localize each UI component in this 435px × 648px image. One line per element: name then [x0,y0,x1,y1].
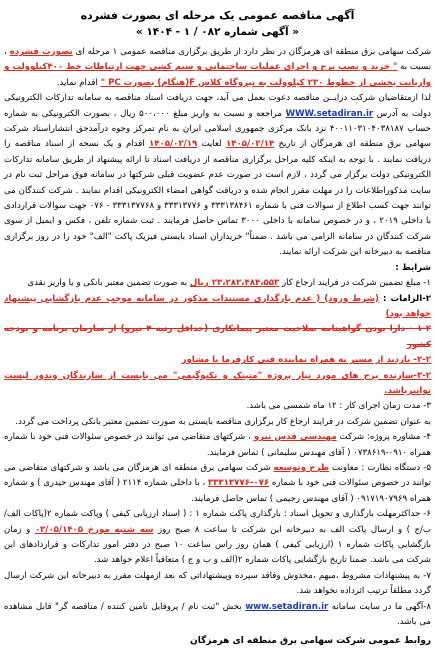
item-8-text-b: بخش "ثبت نام / پروفایل تامین کننده / مناقصه گر" قابل مشاهده می باشد. [4,601,431,628]
item-3: ۳- مدت زمان اجرای کار : ۱۲ ماه شمسی می باشد. [246,401,431,412]
item-8-text-a: ۸-آگهی ما در سایت سامانه [328,601,431,612]
item-8-setad-link[interactable]: www.setadiran.ir [245,601,329,612]
intro-text-a: شرکت سهامی برق منطقه ای هرمزگان در نظر دارد از طریق برگزاری مناقصه عمومی ۱ مرحله ای [72,47,432,57]
item-7: ۷- به پیشنهادات مشروط ،مبهم ،مخدوش وفاقد سپرده وپیشنهاداتی که بعد ازمهلت مقرر به دبیرخانه این شرکت ارسال گردد مطلقاً ترتیب اثرداده نخواهد شد. [4,570,431,597]
date-from: ۱۴۰۵/۰۲/۱۴ [225,139,275,150]
item-5 [4,461,431,507]
item-2-entry-condition: (شرط ورود) ( عدم بارگذاری مستندات مذکور در سامانه موجب عدم بازگشایی پیشنهاد خواهد بود) [4,293,431,319]
item-4 [4,430,431,461]
intro-text-e: اقدام نماید. [56,77,101,88]
item-6-text-a: ۶- حداکثرمهلت بارگذاری و تحویل اسناد : بارگذاری پاکت شماره ۱ : ( اسناد ارزیابی کیفی ) وپاکت شماره ۲(پاکات الف/ب/ج ) و ارسال پاکت الف به دبیرخانه این شرکت تا ساعت ۸ صبح روز [4,509,432,535]
item-2-3: ۳-۲-سازنده برج های مورد نیاز پروژه "متینک و تکنوگیمی" می بایست از سازندگان وندور لیست توانیرباشد. [4,370,431,396]
setad-text-a: لذا ازمتقاضیان شرکت درایــن مناقصه دعوت بعمل می آید، جهت دریافت اسناد مناقصه به سامانه تدارکات الکترونیکی دولت به آدرس [4,93,431,119]
conditions-heading: شرایط : [395,262,431,273]
setad-paragraph [4,91,431,260]
date-to: ۱۴۰۵/۰۲/۱۹ [148,139,198,150]
item-2 [4,292,431,323]
project-title: " خرید و نصب برج و اجرای عملیات ساختمانی و سیم کشی جهت ارتباطات خط ۴۰۰کیلوولت و واریانت بخشی از خطوط ۲۳۰ کیلوولت به نیروگاه کلاس F(هنگام) بصورت PC " [4,62,431,88]
item-3-note: به عنوان تضمین شرکت در فرایند ارجاع کار برگزاری مناقصه بایستی به صورت تضمین معتبر بانکی پرداخت می گردد. [15,416,431,427]
notice-title: آگهی مناقصه عمومی یک مرحله ای بصورت فشرده [80,9,355,22]
item-5-text-a: ۵- دستگاه نظارت : معاونت [328,462,431,473]
item-4-text-b: ، شرکتهای متقاضی می توانند در خصوص سئوالات فنی خود با شماره همراه ۰۹۱۰-۰۷۳۸۶۱۹ ( آقای مهندس سلیمانی ) تماس فرمایند. [4,432,431,458]
item-2-1: ۱-۲ - دارا بودن گواهینامه صلاحیت معتبر پیمانکاری (حداقل رتبه ۴ نیرو) از سازمان برنامه و بودجه کشور [4,324,431,350]
footer-signature: روابط عمومی شرکت سهامی برق منطقه ای هرمزگان [190,636,431,647]
item-5-text-c: ، با داخلی شماره ۲۱۱۴ ( آقای مهندس حیدری ) و شماره همراه ۰۹۱۷۱۹۰۷۹۶۹ ( آقای مهندس رحیمی ) تماس حاصل فرمایند. [4,478,431,504]
submission-deadline: سه شنبه مورخ ۰۳/۰۵/۱۴۰۵ [34,524,154,535]
item-1-text-b: به صورت تضمین معتبر بانکی و یا واریز نقدی [27,278,190,289]
consultant-name: مهندسی قدس نیرو [253,432,337,443]
item-2-2: ۲-۲- بازدید از مسیر به همراه نماینده فنی کارفرما با مشاور [181,355,431,366]
item-1-text-a: ۱- مبلغ تضمین شرکت در فرایند ارجاع کار [279,278,431,289]
item-5-text-b: شرکت سهامی برق منطقه ای هرمزگان می باشد و شرکتهای متقاضی می توانند در خصوص سئوالات فنی خود با شماره [4,462,431,489]
intro-paragraph [4,45,431,91]
setad-text-c: لغایت [197,139,226,150]
intro-highlight-compact: بصورت فشرده [9,47,73,57]
item-6-text-b: و زمان بازگشایی پاکات شماره ۱ (ارزیابی کیفی ) همان روز راس ساعت ۱۰ صبح در دفتر امور تدارکات و قراردادهای این شرکت می باشد. ضمنا تاریخ بازگشایی پاکات شماره ۲(الف و ب و ج ) متعاقباً اعلام خواهد شد. [4,524,431,566]
setad-url-link[interactable]: WWW.setadiran.ir [285,108,374,119]
item-1 [4,276,431,291]
item-4-text-a: ۴- مشاوره پروژه: شرکت [336,432,431,443]
setad-text-d: اقدام و یک نسخه از اسناد مناقصه را دریافت نمایند . با توجه به اینکه کلیه مراحل برگزاری مناقصه از دریافت اسناد تا ارائه پیشنهاد از طریق سامانه تدارکات الکترونیکی دولت برگزار می گردد ، لازم است در صورت عدم عضویت قبلی شرکتها در سامانه فوق مراحل ثبت نام در سایت مذکوراطلاعات را در مهلت مقرر انجام شده و دریافت گواهی امضاء الکترونیکی اقدام نمایند . شرکت کنندگان می توانند جهت کسب اطلاع از سوالات فنی با شماره ۳۳۳۱۳۸۴۶۱ و ۳۳۳۱۳۷۷۶ و ۳۳۳۱۳۷۷۶۸ - ۰۷۶ جهت سوالات قراردادی با داخلی ۲۰۱۹ ، و در خصوص سامانه با داخلی ۳۰۰۰ تماس حاصل فرمایند . ثبت شماره تلفن ، فکس و ایمیل از سوی شرکت کنندگان در سامانه الزامی می باشد . ضمناً" خریداران اسناد بایستی فیزیک پاکت "الف" خود را در روز برگزاری مناقصه به دبیرخانه این شرکت ارائه نمایند. [4,139,431,258]
notice-number: « آگهی شماره ۰۸۲ / ۱ - ۱۴۰۴ » [135,26,300,38]
intro-text-c: ، نسبت به [4,47,431,73]
item-8 [4,600,431,631]
setad-text-b: مراجعه و نسبت به واریز مبلغ ۵۰۰،۰۰۰ ریال ، بصورت الکترونیکی به شماره حساب ۴۰۰۱۱۰۳۱۰۴۰۳۸۱۸۷ نزد بانک مرکزی جمهوری اسلامی ایران به نام تمرکز وجوه درآمدحق انتشاراسناد شرکت سهامی برق منطقه ای هرمزگان از تاریخ [4,108,432,150]
guarantee-amount: ۲۳،۲۸۲،۴۸۴،۵۵۳ ریال [189,278,280,289]
item-6 [4,507,431,569]
item-2-text-a: ۲-الزامات : [378,293,432,304]
supervisor-name: طرح وتوسعه [273,462,329,473]
supervisor-phone: ۰۷۶-۳۳۳۱۳۷۷۶ [207,478,270,489]
